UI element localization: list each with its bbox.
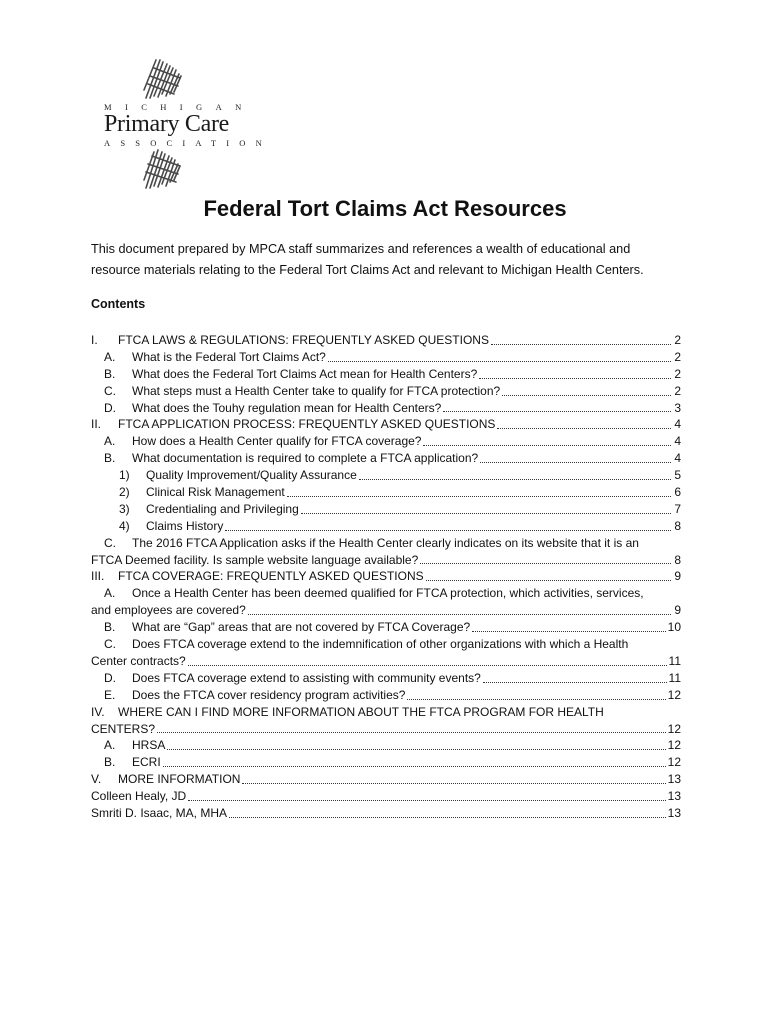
toc-page-number: 2 <box>674 383 681 398</box>
toc-dot-leader <box>163 766 666 767</box>
toc-entry[interactable] <box>91 568 681 585</box>
toc-page-number: 5 <box>674 468 681 483</box>
mpca-logo <box>100 54 272 192</box>
toc-page-number: 3 <box>674 400 681 415</box>
toc-dot-leader <box>328 361 671 362</box>
toc-entry[interactable] <box>91 332 681 349</box>
toc-entry-number: D. <box>104 400 116 415</box>
toc-page-number: 13 <box>667 806 681 820</box>
toc-entry[interactable] <box>91 518 681 535</box>
toc-entry-title: FTCA APPLICATION PROCESS: FREQUENTLY ASKED QUESTIONS <box>118 417 496 432</box>
toc-entry-number: B. <box>104 366 116 381</box>
toc-entry-title: Does the FTCA cover residency program activities? <box>132 687 406 702</box>
logo-michigan-text: MICHIGAN <box>104 102 255 112</box>
toc-entry-title: ECRI <box>132 755 161 770</box>
toc-entry-title: What does the Touhy regulation mean for Health Centers? <box>132 400 442 415</box>
toc-entry-number: A. <box>104 434 116 449</box>
toc-page-number: 2 <box>674 366 681 381</box>
toc-entry-title: The 2016 FTCA Application asks if the Health Center clearly indicates on its website that it is an <box>132 535 639 550</box>
toc-dot-leader <box>502 395 671 396</box>
toc-entry-title: FTCA COVERAGE: FREQUENTLY ASKED QUESTIONS <box>118 569 424 584</box>
toc-dot-leader <box>497 428 671 429</box>
toc-page-number: 11 <box>668 670 681 685</box>
toc-entry-title: What documentation is required to complete a FTCA application? <box>132 451 479 466</box>
toc-entry-title: FTCA Deemed facility. Is sample website language available? <box>91 552 419 567</box>
toc-entry-number: E. <box>104 687 116 702</box>
toc-entry-title: How does a Health Center qualify for FTCA coverage? <box>132 434 422 449</box>
toc-entry[interactable] <box>91 467 681 484</box>
toc-entry-number: C. <box>104 383 116 398</box>
toc-entry-title: Once a Health Center has been deemed qualified for FTCA protection, which activities, services, <box>132 586 644 601</box>
toc-entry-title: FTCA LAWS & REGULATIONS: FREQUENTLY ASKED QUESTIONS <box>118 333 489 347</box>
toc-page-number: 4 <box>674 451 681 466</box>
toc-dot-leader <box>359 479 671 480</box>
toc-entry-title: Center contracts? <box>91 653 186 668</box>
toc-entry-title: Smriti D. Isaac, MA, MHA <box>91 806 228 820</box>
toc-page-number: 6 <box>674 485 681 500</box>
toc-entry[interactable] <box>91 704 681 738</box>
toc-dot-leader <box>443 411 671 412</box>
toc-page-number: 4 <box>674 417 681 432</box>
toc-entry[interactable] <box>91 450 681 467</box>
toc-entry-number: B. <box>104 451 116 466</box>
toc-entry-number: A. <box>104 586 116 601</box>
toc-page-number: 2 <box>674 349 681 364</box>
toc-entry[interactable] <box>91 670 681 687</box>
toc-dot-leader <box>157 732 666 733</box>
toc-entry-number: III. <box>91 569 105 584</box>
intro-paragraph: This document prepared by MPCA staff summarizes and references a wealth of educational and resource materials relating to the Federal Tort Claims Act and relevant to Michigan Health Centers. <box>91 242 644 277</box>
toc-entry-title: CENTERS? <box>91 721 156 736</box>
toc-entry-number: A. <box>104 738 116 753</box>
toc-entry-title: HRSA <box>132 738 166 753</box>
toc-entry-title: Colleen Healy, JD <box>91 789 187 804</box>
toc-page-number: 13 <box>667 789 681 804</box>
toc-page-number: 11 <box>668 653 681 668</box>
toc-page-number: 12 <box>667 738 681 753</box>
toc-entry-number: I. <box>91 333 98 347</box>
toc-entry-title: What steps must a Health Center take to qualify for FTCA protection? <box>132 383 501 398</box>
toc-entry[interactable] <box>91 754 681 771</box>
logo-association-text: ASSOCIATION <box>104 138 272 148</box>
contents-heading: Contents <box>91 297 146 311</box>
toc-entry[interactable] <box>91 585 681 619</box>
toc-entry-number: B. <box>104 755 116 770</box>
logo-primary-care-text: Primary Care <box>104 111 230 137</box>
toc-entry-number: 3) <box>119 501 130 516</box>
toc-entry[interactable] <box>91 400 681 417</box>
toc-dot-leader <box>491 344 671 345</box>
toc-page-number: 8 <box>674 552 681 567</box>
toc-entry[interactable] <box>91 636 681 670</box>
toc-entry[interactable] <box>91 501 681 518</box>
toc-entry[interactable] <box>91 433 681 450</box>
toc-entry-title: Does FTCA coverage extend to assisting with community events? <box>132 670 481 685</box>
toc-entry-title: What is the Federal Tort Claims Act? <box>132 349 326 364</box>
toc-dot-leader <box>242 783 665 784</box>
toc-entry[interactable] <box>91 619 681 636</box>
toc-entry[interactable] <box>91 416 681 433</box>
toc-page-number: 12 <box>667 721 681 736</box>
toc-page-number: 8 <box>674 518 681 533</box>
toc-page-number: 4 <box>674 434 681 449</box>
toc-entry-number: C. <box>104 637 116 652</box>
toc-entry[interactable] <box>91 788 681 805</box>
toc-dot-leader <box>248 614 671 615</box>
toc-page-number: 9 <box>674 603 681 618</box>
toc-entry-number: D. <box>104 670 116 685</box>
toc-entry[interactable] <box>91 535 681 569</box>
toc-dot-leader <box>188 665 667 666</box>
toc-dot-leader <box>420 563 671 564</box>
table-of-contents <box>91 332 681 822</box>
document-title: Federal Tort Claims Act Resources <box>203 196 567 221</box>
toc-dot-leader <box>480 462 671 463</box>
toc-entry-number: B. <box>104 620 116 635</box>
toc-page-number: 2 <box>674 333 681 347</box>
toc-entry-number: 2) <box>119 485 130 500</box>
toc-page-number: 13 <box>667 772 681 787</box>
toc-dot-leader <box>483 682 667 683</box>
toc-entry-number: IV. <box>91 704 105 719</box>
toc-entry[interactable] <box>91 349 681 366</box>
toc-entry-title: MORE INFORMATION <box>118 772 241 787</box>
toc-entry-title: and employees are covered? <box>91 603 246 618</box>
toc-entry-title: Credentialing and Privileging <box>146 501 299 516</box>
toc-dot-leader <box>301 513 671 514</box>
toc-dot-leader <box>225 530 671 531</box>
toc-dot-leader <box>287 496 671 497</box>
toc-dot-leader <box>479 378 671 379</box>
toc-entry-title: Claims History <box>146 518 224 533</box>
toc-entry-title: What does the Federal Tort Claims Act mean for Health Centers? <box>132 366 478 381</box>
toc-entry-number: V. <box>91 772 102 787</box>
toc-dot-leader <box>472 631 665 632</box>
toc-entry-title: WHERE CAN I FIND MORE INFORMATION ABOUT THE FTCA PROGRAM FOR HEALTH <box>118 704 604 719</box>
toc-entry-title: Does FTCA coverage extend to the indemnification of other organizations with which a Health <box>132 637 629 652</box>
toc-page-number: 12 <box>667 687 681 702</box>
toc-entry[interactable] <box>91 771 681 788</box>
toc-dot-leader <box>188 800 665 801</box>
toc-entry-title: Quality Improvement/Quality Assurance <box>146 468 357 483</box>
toc-entry-number: II. <box>91 417 102 432</box>
toc-dot-leader <box>229 817 666 818</box>
toc-dot-leader <box>426 580 671 581</box>
toc-entry-number: C. <box>104 535 116 550</box>
toc-entry-number: A. <box>104 349 116 364</box>
toc-entry-title: Clinical Risk Management <box>146 485 285 500</box>
toc-entry[interactable] <box>91 383 681 400</box>
toc-entry[interactable] <box>91 366 681 383</box>
toc-dot-leader <box>407 699 665 700</box>
toc-page-number: 12 <box>667 755 681 770</box>
toc-page-number: 7 <box>674 501 681 516</box>
toc-page-number: 9 <box>674 569 681 584</box>
toc-entry-number: 4) <box>119 518 130 533</box>
toc-page-number: 10 <box>667 620 681 635</box>
toc-dot-leader <box>423 445 671 446</box>
toc-dot-leader <box>167 749 665 750</box>
toc-entry[interactable] <box>91 805 681 822</box>
toc-entry-number: 1) <box>119 468 130 483</box>
toc-entry-title: What are “Gap” areas that are not covered by FTCA Coverage? <box>132 620 471 635</box>
toc-entry[interactable] <box>91 737 681 754</box>
toc-entry[interactable] <box>91 484 681 501</box>
toc-entry[interactable] <box>91 687 681 704</box>
